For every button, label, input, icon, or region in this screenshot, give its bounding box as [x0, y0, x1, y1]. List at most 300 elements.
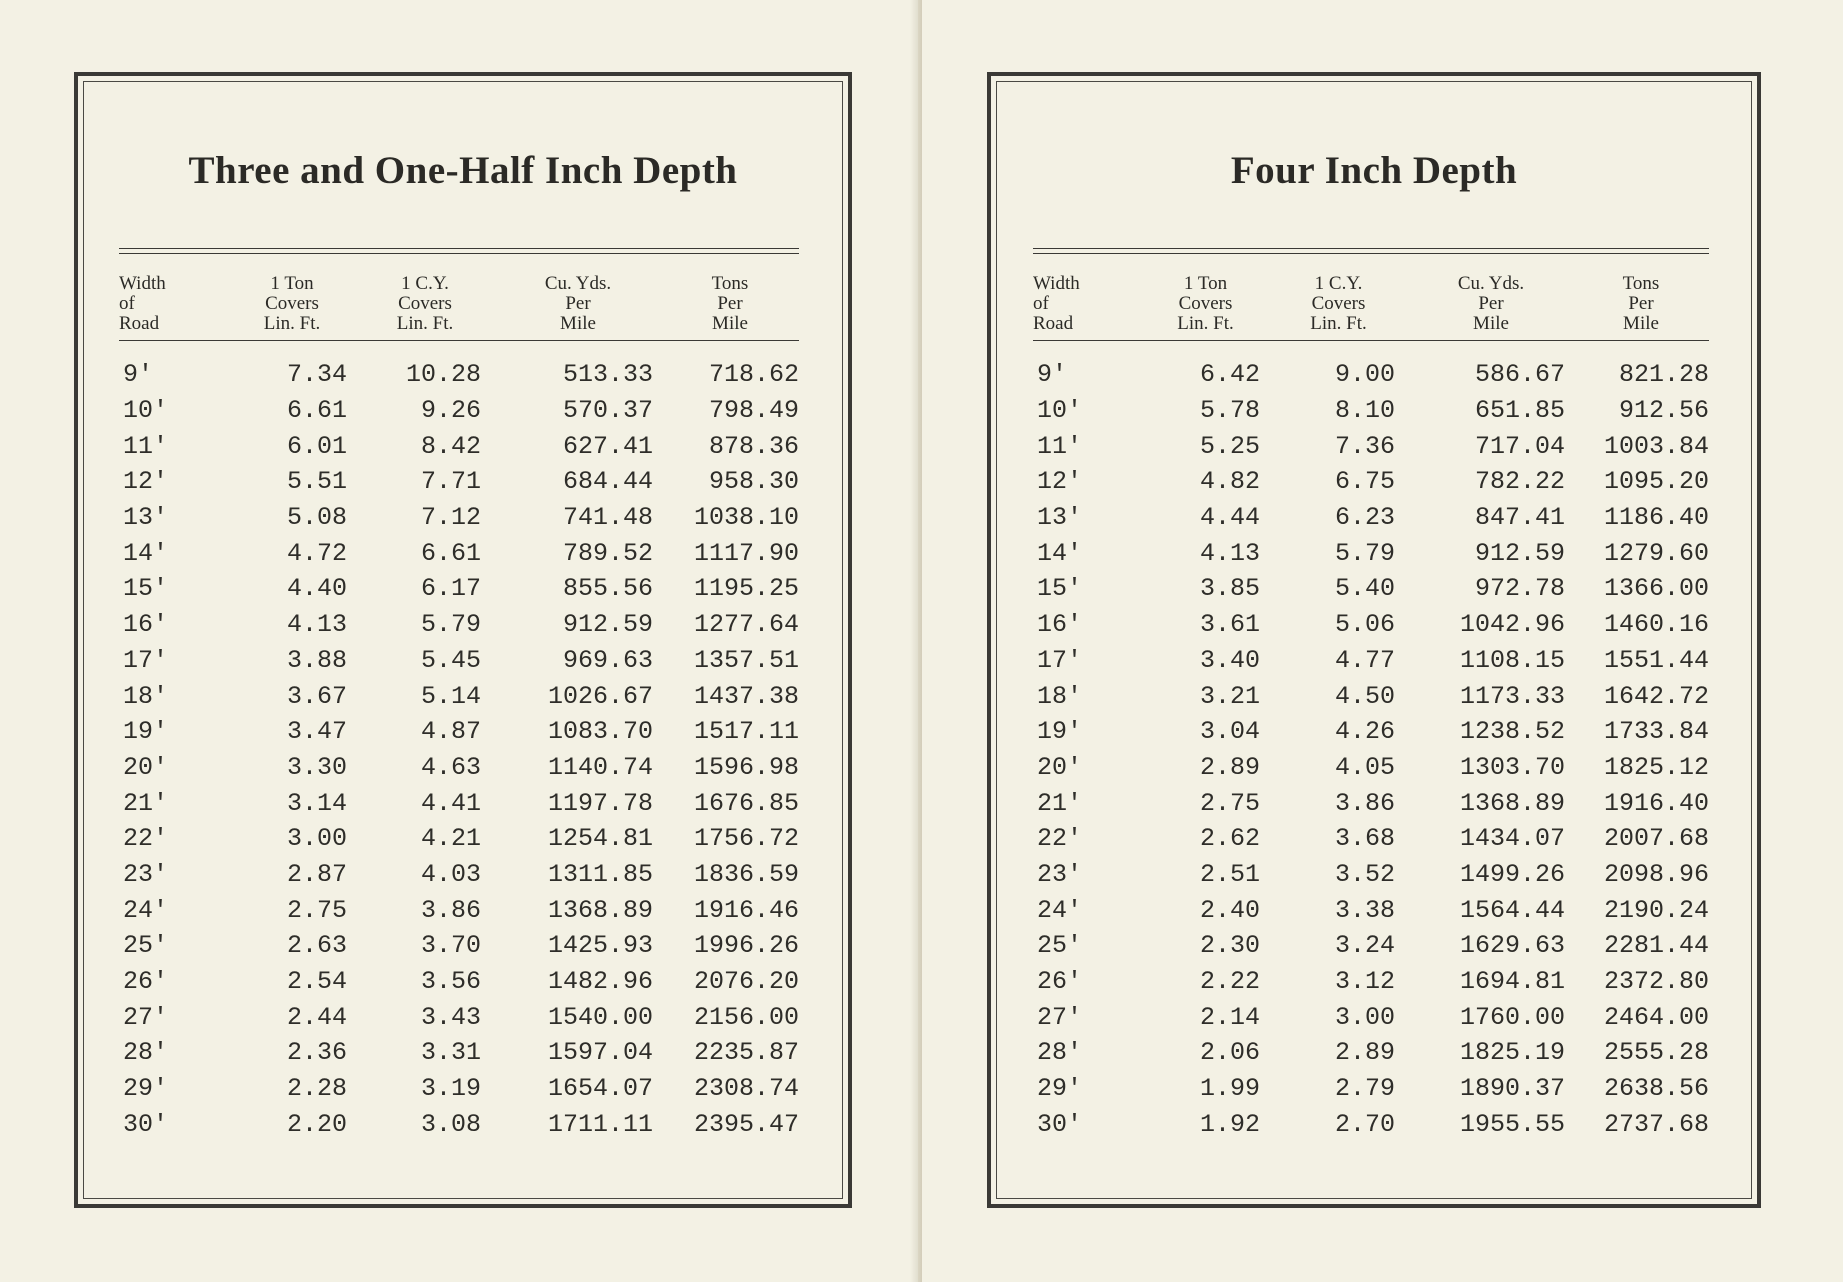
table-cell: 2.22	[1199, 967, 1260, 997]
road-width-cell: 9'	[1037, 360, 1068, 390]
table-cell: 1597.04	[547, 1038, 653, 1068]
table-cell: 2.30	[1199, 931, 1260, 961]
table-cell: 2281.44	[1603, 931, 1709, 961]
road-width-cell: 21'	[123, 788, 169, 818]
table-cell: 1368.89	[1459, 788, 1565, 818]
table-cell: 1499.26	[1459, 859, 1565, 889]
table-cell: 2.75	[286, 895, 347, 925]
table-cell: 1368.89	[547, 895, 653, 925]
table-cell: 9.26	[420, 396, 481, 426]
road-width-cell: 16'	[123, 610, 169, 640]
table-cell: 3.12	[1334, 967, 1395, 997]
table-cell: 878.36	[708, 431, 799, 461]
table-cell: 2.44	[286, 1002, 347, 1032]
road-width-cell: 9'	[123, 360, 154, 390]
road-width-cell: 25'	[123, 931, 169, 961]
road-width-cell: 29'	[123, 1074, 169, 1104]
table-cell: 4.63	[420, 752, 481, 782]
table-cell: 4.77	[1334, 645, 1395, 675]
table-row	[1033, 678, 1709, 714]
column-header-line: Cu. Yds.	[544, 273, 612, 294]
table-row	[1033, 928, 1709, 964]
table-header-row	[119, 254, 799, 341]
table-cell: 969.63	[562, 645, 653, 675]
table-cell: 1108.15	[1459, 645, 1565, 675]
table-cell: 3.24	[1334, 931, 1395, 961]
table-cell: 798.49	[708, 396, 799, 426]
table-cell: 5.78	[1199, 396, 1260, 426]
table-cell: 5.06	[1334, 610, 1395, 640]
table-cell: 2.51	[1199, 859, 1260, 889]
table-row	[119, 357, 799, 393]
table-cell: 1366.00	[1603, 574, 1709, 604]
table-cell: 3.86	[420, 895, 481, 925]
road-width-cell: 14'	[123, 538, 169, 568]
table-cell: 1434.07	[1459, 824, 1565, 854]
column-header-line: Width	[1033, 273, 1080, 294]
road-width-cell: 24'	[123, 895, 169, 925]
column-header-line: Tons	[1622, 273, 1660, 294]
table-cell: 789.52	[562, 538, 653, 568]
road-width-cell: 30'	[123, 1109, 169, 1139]
table-cell: 6.61	[286, 396, 347, 426]
table-row	[1033, 393, 1709, 429]
column-header-line: Per	[1478, 293, 1504, 314]
table-row	[119, 678, 799, 714]
column-header-line: 1 Ton	[270, 273, 314, 294]
table-cell: 4.21	[420, 824, 481, 854]
table-cell: 1238.52	[1459, 717, 1565, 747]
column-header-line: 1 C.Y.	[1314, 273, 1363, 294]
table-cell: 1303.70	[1459, 752, 1565, 782]
table-cell: 570.37	[562, 396, 653, 426]
table-cell: 7.36	[1334, 431, 1395, 461]
table-cell: 2.87	[286, 859, 347, 889]
road-width-cell: 27'	[1037, 1002, 1083, 1032]
table-row	[1033, 428, 1709, 464]
table-row	[1033, 535, 1709, 571]
road-width-cell: 23'	[123, 859, 169, 889]
table-cell: 3.85	[1199, 574, 1260, 604]
table-cell: 1197.78	[547, 788, 653, 818]
table-cell: 1676.85	[693, 788, 799, 818]
table-cell: 3.40	[1199, 645, 1260, 675]
table-cell: 2395.47	[693, 1109, 799, 1139]
column-header	[229, 274, 355, 340]
road-width-cell: 24'	[1037, 895, 1083, 925]
table-cell: 5.40	[1334, 574, 1395, 604]
table-cell: 1733.84	[1603, 717, 1709, 747]
column-header-line: of	[1033, 293, 1049, 314]
table-cell: 1642.72	[1603, 681, 1709, 711]
table-cell: 2.63	[286, 931, 347, 961]
table-cell: 4.03	[420, 859, 481, 889]
road-width-cell: 11'	[1037, 431, 1083, 461]
right-page	[922, 0, 1843, 1282]
table-cell: 3.61	[1199, 610, 1260, 640]
column-header-line: Lin. Ft.	[1310, 313, 1367, 334]
column-header-line: 1 Ton	[1183, 273, 1228, 294]
table-cell: 1760.00	[1459, 1002, 1565, 1032]
table-body	[1033, 357, 1709, 1142]
table-cell: 717.04	[1474, 431, 1565, 461]
road-width-cell: 10'	[123, 396, 169, 426]
table-row	[119, 464, 799, 500]
column-header-line: Mile	[560, 313, 596, 334]
table-cell: 4.87	[420, 717, 481, 747]
table-cell: 847.41	[1474, 503, 1565, 533]
table-row	[119, 750, 799, 786]
table-cell: 3.88	[286, 645, 347, 675]
table-row	[119, 1035, 799, 1071]
column-header-line: Lin. Ft.	[396, 313, 454, 334]
table-cell: 1890.37	[1459, 1074, 1565, 1104]
table-cell: 6.01	[286, 431, 347, 461]
road-width-cell: 23'	[1037, 859, 1083, 889]
table-cell: 3.68	[1334, 824, 1395, 854]
table-cell: 1042.96	[1459, 610, 1565, 640]
table-cell: 3.52	[1334, 859, 1395, 889]
table-row	[1033, 857, 1709, 893]
column-header-line: Mile	[1473, 313, 1509, 334]
table-cell: 1564.44	[1459, 895, 1565, 925]
table-row	[1033, 1035, 1709, 1071]
table-row	[1033, 964, 1709, 1000]
table-cell: 2190.24	[1603, 895, 1709, 925]
column-header	[495, 274, 661, 340]
table-cell: 741.48	[562, 503, 653, 533]
table-cell: 1173.33	[1459, 681, 1565, 711]
road-width-cell: 12'	[1037, 467, 1083, 497]
table-cell: 1629.63	[1459, 931, 1565, 961]
table-cell: 3.19	[420, 1074, 481, 1104]
column-header-line: Per	[1628, 293, 1654, 314]
column-header-line: Mile	[712, 313, 748, 334]
table-cell: 2.06	[1199, 1038, 1260, 1068]
table-cell: 2.89	[1334, 1038, 1395, 1068]
table-cell: 3.31	[420, 1038, 481, 1068]
table-row	[1033, 750, 1709, 786]
table-row	[119, 1106, 799, 1142]
table-cell: 4.05	[1334, 752, 1395, 782]
table-row	[1033, 821, 1709, 857]
table-frame	[74, 72, 852, 1208]
table-cell: 2.36	[286, 1038, 347, 1068]
table-cell: 7.71	[420, 467, 481, 497]
table-cell: 2464.00	[1603, 1002, 1709, 1032]
table-cell: 1756.72	[693, 824, 799, 854]
table-cell: 5.25	[1199, 431, 1260, 461]
column-header	[1409, 274, 1573, 340]
column-header-line: Cu. Yds.	[1457, 273, 1525, 294]
table-cell: 1540.00	[547, 1002, 653, 1032]
table-cell: 1277.64	[693, 610, 799, 640]
road-width-cell: 27'	[123, 1002, 169, 1032]
table-cell: 2.62	[1199, 824, 1260, 854]
table-cell: 1916.46	[693, 895, 799, 925]
table-cell: 3.56	[420, 967, 481, 997]
column-header-line: 1 C.Y.	[401, 273, 449, 294]
table-cell: 1357.51	[693, 645, 799, 675]
page-title: Four Inch Depth	[1230, 149, 1518, 192]
column-header-line: Lin. Ft.	[1177, 313, 1234, 334]
road-width-cell: 25'	[1037, 931, 1083, 961]
table-row	[1033, 500, 1709, 536]
table-cell: 4.72	[286, 538, 347, 568]
table-cell: 1279.60	[1603, 538, 1709, 568]
table-cell: 3.30	[286, 752, 347, 782]
table-row	[1033, 607, 1709, 643]
column-header-line: Per	[565, 293, 591, 314]
column-header-line: Covers	[398, 293, 452, 314]
table-cell: 6.42	[1199, 360, 1260, 390]
table-cell: 1955.55	[1459, 1109, 1565, 1139]
table-cell: 2.89	[1199, 752, 1260, 782]
table-cell: 586.67	[1474, 360, 1565, 390]
table-cell: 1825.12	[1603, 752, 1709, 782]
table-cell: 3.00	[286, 824, 347, 854]
road-width-cell: 20'	[1037, 752, 1083, 782]
table-row	[1033, 571, 1709, 607]
table-cell: 3.38	[1334, 895, 1395, 925]
table-row	[119, 1071, 799, 1107]
column-header-line: Covers	[1178, 293, 1233, 314]
table-cell: 1095.20	[1603, 467, 1709, 497]
left-page	[0, 0, 918, 1282]
table-cell: 1694.81	[1459, 967, 1565, 997]
table-cell: 1916.40	[1603, 788, 1709, 818]
column-header	[1268, 274, 1409, 340]
column-header-line: Lin. Ft.	[263, 313, 321, 334]
table-cell: 1140.74	[547, 752, 653, 782]
table-cell: 4.82	[1199, 467, 1260, 497]
table-cell: 5.14	[420, 681, 481, 711]
road-width-cell: 21'	[1037, 788, 1083, 818]
table-cell: 2.54	[286, 967, 347, 997]
table-cell: 6.17	[420, 574, 481, 604]
table-cell: 912.59	[562, 610, 653, 640]
table-cell: 2.20	[286, 1109, 347, 1139]
table-cell: 7.34	[286, 360, 347, 390]
table-cell: 912.56	[1618, 396, 1709, 426]
table-row	[1033, 357, 1709, 393]
table-cell: 1311.85	[547, 859, 653, 889]
table-cell: 2.40	[1199, 895, 1260, 925]
table-cell: 8.42	[420, 431, 481, 461]
road-width-cell: 19'	[1037, 717, 1083, 747]
road-width-cell: 12'	[123, 467, 169, 497]
table-cell: 2372.80	[1603, 967, 1709, 997]
table-cell: 1551.44	[1603, 645, 1709, 675]
table-row	[119, 857, 799, 893]
table-cell: 958.30	[708, 467, 799, 497]
table-cell: 3.67	[286, 681, 347, 711]
road-width-cell: 26'	[123, 967, 169, 997]
table-cell: 10.28	[405, 360, 481, 390]
table-cell: 821.28	[1618, 360, 1709, 390]
table-cell: 5.08	[286, 503, 347, 533]
table-cell: 8.10	[1334, 396, 1395, 426]
table-cell: 627.41	[562, 431, 653, 461]
table-cell: 9.00	[1334, 360, 1395, 390]
table-cell: 1.92	[1199, 1109, 1260, 1139]
table-cell: 2156.00	[693, 1002, 799, 1032]
table-cell: 3.04	[1199, 717, 1260, 747]
road-width-cell: 28'	[123, 1038, 169, 1068]
table-cell: 2007.68	[1603, 824, 1709, 854]
table-cell: 855.56	[562, 574, 653, 604]
table-row	[1033, 464, 1709, 500]
table-cell: 1117.90	[693, 538, 799, 568]
table-row	[119, 428, 799, 464]
road-width-cell: 14'	[1037, 538, 1083, 568]
table-cell: 3.21	[1199, 681, 1260, 711]
road-width-cell: 19'	[123, 717, 169, 747]
road-width-cell: 13'	[123, 503, 169, 533]
column-header	[1033, 274, 1143, 340]
table-cell: 1038.10	[693, 503, 799, 533]
table-row	[119, 571, 799, 607]
table-cell: 4.50	[1334, 681, 1395, 711]
table-cell: 1517.11	[693, 717, 799, 747]
table-cell: 1425.93	[547, 931, 653, 961]
table-row	[119, 393, 799, 429]
table-row	[119, 785, 799, 821]
table-body	[119, 357, 799, 1142]
table-cell: 3.43	[420, 1002, 481, 1032]
table-cell: 718.62	[708, 360, 799, 390]
table-cell: 1083.70	[547, 717, 653, 747]
table-row	[1033, 999, 1709, 1035]
table-cell: 1003.84	[1603, 431, 1709, 461]
page-title: Three and One-Half Inch Depth	[188, 149, 738, 192]
depth-table	[1033, 248, 1709, 1142]
column-header-line: of	[119, 293, 135, 314]
table-row	[1033, 785, 1709, 821]
table-cell: 6.75	[1334, 467, 1395, 497]
table-cell: 4.26	[1334, 717, 1395, 747]
road-width-cell: 11'	[123, 431, 169, 461]
table-cell: 4.44	[1199, 503, 1260, 533]
table-cell: 1596.98	[693, 752, 799, 782]
road-width-cell: 18'	[1037, 681, 1083, 711]
table-row	[119, 821, 799, 857]
table-cell: 1026.67	[547, 681, 653, 711]
table-cell: 1996.26	[693, 931, 799, 961]
table-cell: 5.51	[286, 467, 347, 497]
table-cell: 4.40	[286, 574, 347, 604]
table-row	[119, 535, 799, 571]
table-cell: 972.78	[1474, 574, 1565, 604]
road-width-cell: 28'	[1037, 1038, 1083, 1068]
table-cell: 5.79	[1334, 538, 1395, 568]
road-width-cell: 29'	[1037, 1074, 1083, 1104]
table-cell: 1482.96	[547, 967, 653, 997]
table-cell: 1437.38	[693, 681, 799, 711]
table-cell: 4.13	[286, 610, 347, 640]
table-cell: 1711.11	[547, 1109, 653, 1139]
table-cell: 1825.19	[1459, 1038, 1565, 1068]
column-header	[1573, 274, 1709, 340]
column-header-line: Per	[717, 293, 743, 314]
road-width-cell: 22'	[1037, 824, 1083, 854]
table-cell: 6.23	[1334, 503, 1395, 533]
column-header	[119, 274, 229, 340]
table-cell: 3.14	[286, 788, 347, 818]
table-cell: 4.13	[1199, 538, 1260, 568]
road-width-cell: 17'	[123, 645, 169, 675]
column-header-line: Covers	[1311, 293, 1366, 314]
road-width-cell: 26'	[1037, 967, 1083, 997]
table-cell: 1186.40	[1603, 503, 1709, 533]
table-frame	[987, 72, 1761, 1208]
road-width-cell: 17'	[1037, 645, 1083, 675]
table-cell: 684.44	[562, 467, 653, 497]
table-row	[119, 892, 799, 928]
column-header-line: Mile	[1623, 313, 1659, 334]
road-width-cell: 10'	[1037, 396, 1083, 426]
table-row	[119, 999, 799, 1035]
table-cell: 2555.28	[1603, 1038, 1709, 1068]
table-cell: 2076.20	[693, 967, 799, 997]
table-row	[1033, 1071, 1709, 1107]
table-cell: 1195.25	[693, 574, 799, 604]
table-cell: 5.79	[420, 610, 481, 640]
column-header-line: Road	[119, 313, 160, 334]
table-cell: 4.41	[420, 788, 481, 818]
table-cell: 1654.07	[547, 1074, 653, 1104]
table-cell: 2737.68	[1603, 1109, 1709, 1139]
table-cell: 6.61	[420, 538, 481, 568]
table-cell: 1.99	[1199, 1074, 1260, 1104]
table-cell: 1254.81	[547, 824, 653, 854]
column-header-line: Road	[1033, 313, 1074, 334]
table-cell: 3.08	[420, 1109, 481, 1139]
table-cell: 2.70	[1334, 1109, 1395, 1139]
road-width-cell: 18'	[123, 681, 169, 711]
table-cell: 3.86	[1334, 788, 1395, 818]
table-row	[1033, 892, 1709, 928]
table-cell: 2098.96	[1603, 859, 1709, 889]
table-cell: 2.79	[1334, 1074, 1395, 1104]
table-row	[119, 964, 799, 1000]
table-row	[119, 500, 799, 536]
column-header	[1143, 274, 1268, 340]
table-cell: 1836.59	[693, 859, 799, 889]
table-cell: 782.22	[1474, 467, 1565, 497]
table-row	[119, 928, 799, 964]
road-width-cell: 20'	[123, 752, 169, 782]
road-width-cell: 30'	[1037, 1109, 1083, 1139]
table-row	[119, 607, 799, 643]
table-row	[1033, 714, 1709, 750]
table-cell: 912.59	[1474, 538, 1565, 568]
table-cell: 2235.87	[693, 1038, 799, 1068]
road-width-cell: 15'	[123, 574, 169, 604]
table-cell: 2.14	[1199, 1002, 1260, 1032]
column-header	[661, 274, 799, 340]
table-cell: 7.12	[420, 503, 481, 533]
table-cell: 5.45	[420, 645, 481, 675]
table-row	[119, 643, 799, 679]
column-header-line: Width	[119, 273, 166, 294]
depth-table	[119, 248, 799, 1142]
column-header-line: Covers	[265, 293, 319, 314]
column-header	[355, 274, 495, 340]
table-cell: 2638.56	[1603, 1074, 1709, 1104]
table-cell: 2308.74	[693, 1074, 799, 1104]
table-header-row	[1033, 254, 1709, 341]
